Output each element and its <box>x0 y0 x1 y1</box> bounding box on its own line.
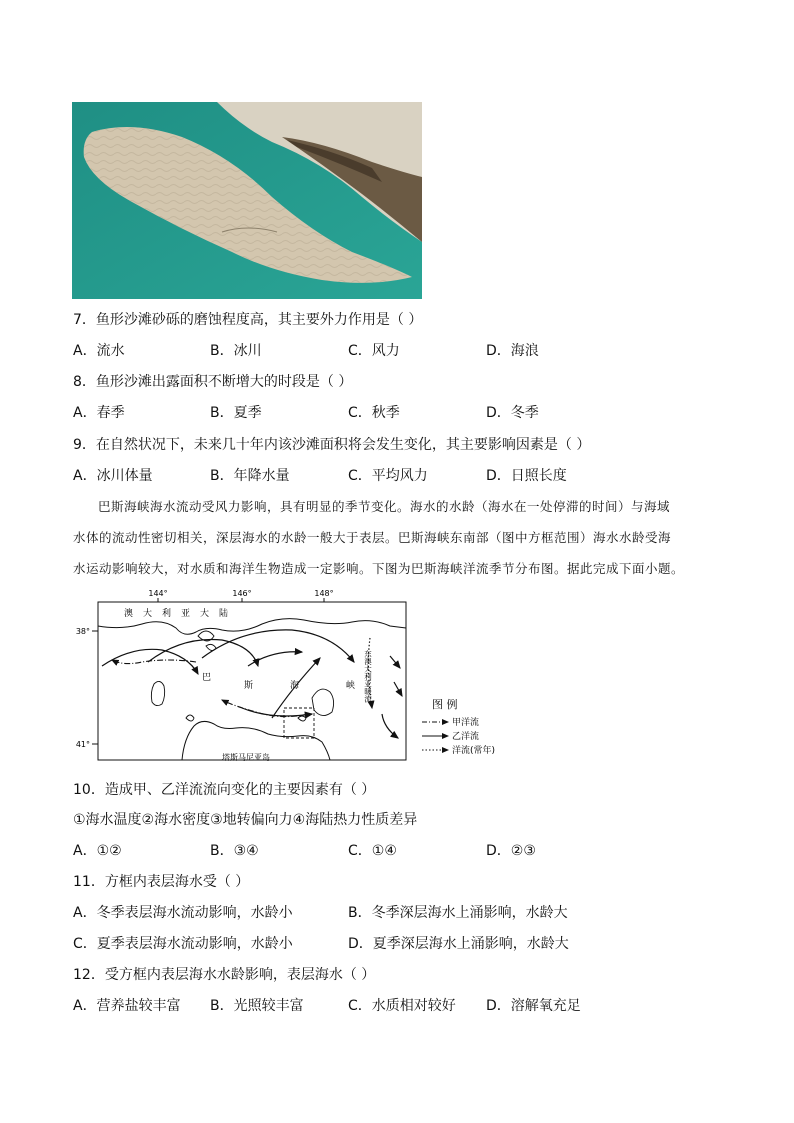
q11-option-c[interactable]: C．夏季表层海水流动影响，水龄小 <box>73 936 293 952</box>
question-11-stem: 11．方框内表层海水受（ ） <box>73 874 250 890</box>
q11-option-b[interactable]: B．冬季深层海水上涌影响，水龄大 <box>348 905 568 921</box>
q9-option-d[interactable]: D．日照长度 <box>486 468 567 484</box>
q8-option-c[interactable]: C．秋季 <box>348 405 400 421</box>
passage-line-1: 巴斯海峡海水流动受风力影响，具有明显的季节变化。海水的水龄（海水在一处停滞的时间）与海域 <box>98 499 671 514</box>
lon-label-146: 146° <box>232 589 252 598</box>
question-9-stem: 9．在自然状况下，未来几十年内该沙滩面积将会发生变化，其主要影响因素是（ ） <box>73 437 591 453</box>
lat-label-41: 41° <box>75 740 90 749</box>
legend-title: 图 例 <box>432 698 458 711</box>
question-7-stem: 7．鱼形沙滩砂砾的磨蚀程度高，其主要外力作用是（ ） <box>73 312 423 328</box>
q10-option-b[interactable]: B．③④ <box>210 843 259 859</box>
q10-option-a[interactable]: A．①② <box>73 843 122 859</box>
q7-option-a[interactable]: A．流水 <box>73 343 125 359</box>
q10-option-c[interactable]: C．①④ <box>348 843 397 859</box>
east-australian-current-label: 东澳大利亚暖流 <box>363 650 373 703</box>
legend-item-jia: 甲洋流 <box>452 718 480 728</box>
strait-char-3: 海 <box>290 681 300 691</box>
question-10-stem: 10．造成甲、乙洋流流向变化的主要因素有（ ） <box>73 782 376 798</box>
q12-option-a[interactable]: A．营养盐较丰富 <box>73 998 181 1014</box>
legend-item-perennial: 洋流(常年) <box>452 746 496 756</box>
legend-item-yi: 乙洋流 <box>452 732 480 742</box>
lat-label-38: 38° <box>75 627 90 636</box>
bass-strait-current-map <box>72 588 512 770</box>
question-8-stem: 8．鱼形沙滩出露面积不断增大的时段是（ ） <box>73 374 353 390</box>
q11-option-d[interactable]: D．夏季深层海水上涌影响，水龄大 <box>348 936 569 952</box>
q11-option-a[interactable]: A．冬季表层海水流动影响，水龄小 <box>73 905 293 921</box>
lon-label-144: 144° <box>148 589 168 598</box>
q12-option-d[interactable]: D．溶解氧充足 <box>486 998 581 1014</box>
q9-option-b[interactable]: B．年降水量 <box>210 468 290 484</box>
q9-option-c[interactable]: C．平均风力 <box>348 468 428 484</box>
q10-option-d[interactable]: D．②③ <box>486 843 536 859</box>
reading-passage <box>73 491 733 584</box>
q8-option-d[interactable]: D．冬季 <box>486 405 539 421</box>
q8-option-b[interactable]: B．夏季 <box>210 405 262 421</box>
sand-spit-photo <box>72 102 422 299</box>
australia-label: 澳大利亚大陆 <box>124 609 239 619</box>
q12-option-c[interactable]: C．水质相对较好 <box>348 998 456 1014</box>
strait-char-4: 峡 <box>346 681 356 691</box>
q7-option-b[interactable]: B．冰川 <box>210 343 262 359</box>
q7-option-d[interactable]: D．海浪 <box>486 343 539 359</box>
passage-line-2: 水体的流动性密切相关，深层海水的水龄一般大于表层。巴斯海峡东南部（图中方框范围）海水水龄受海 <box>73 530 672 545</box>
q7-option-c[interactable]: C．风力 <box>348 343 400 359</box>
question-10-statements: ①海水温度②海水密度③地转偏向力④海陆热力性质差异 <box>73 812 418 828</box>
question-12-stem: 12．受方框内表层海水水龄影响，表层海水（ ） <box>73 967 376 983</box>
tasmania-label: 塔斯马尼亚岛 <box>222 753 270 762</box>
passage-line-3: 水运动影响较大，对水质和海洋生物造成一定影响。下图为巴斯海峡洋流季节分布图。据此完成下面小题。 <box>73 561 685 576</box>
strait-char-2: 斯 <box>244 681 254 691</box>
q12-option-b[interactable]: B．光照较丰富 <box>210 998 304 1014</box>
q9-option-a[interactable]: A．冰川体量 <box>73 468 153 484</box>
q8-option-a[interactable]: A．春季 <box>73 405 125 421</box>
strait-char-1: 巴 <box>202 673 212 683</box>
lon-label-148: 148° <box>314 589 334 598</box>
